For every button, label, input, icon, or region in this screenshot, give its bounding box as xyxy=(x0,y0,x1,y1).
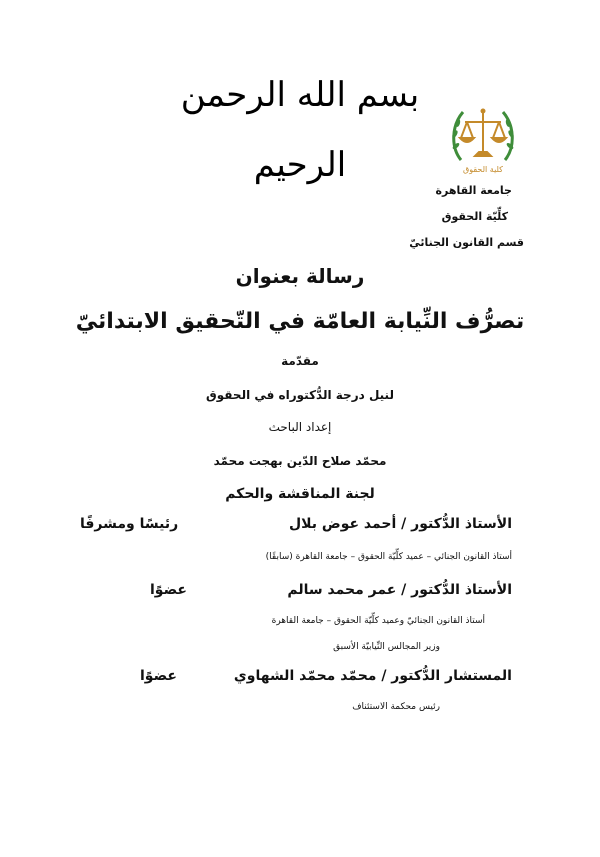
department-name: قسم القانون الجنائيّ xyxy=(409,236,524,249)
member-name: الأستاذ الدُّكتور / عمر محمد سالم xyxy=(287,582,512,598)
researcher-name: محمّد صلاح الدّين بهجت محمّد xyxy=(213,454,387,468)
member-description: وزير المجالس النِّيابيّة الأسبق xyxy=(333,642,440,652)
member-role: عضوًا xyxy=(150,582,187,598)
logo-caption: كلية الحقوق xyxy=(463,165,503,174)
basmala-calligraphy: بسم الله الرحمن الرحيم xyxy=(180,75,420,185)
faculty-name: كلِّيّة الحقوق xyxy=(441,210,508,223)
member-name: المستشار الدُّكتور / محمّد محمّد الشهاوي xyxy=(233,668,512,684)
committee-title: لجنة المناقشة والحكم xyxy=(225,486,375,502)
scales-of-justice-icon xyxy=(447,98,519,178)
member-name: الأستاذ الدُّكتور / أحمد عوض بلال xyxy=(288,516,512,532)
member-description: رئيس محكمة الاستئناف xyxy=(352,702,440,712)
prepared-by-label: إعداد الباحث xyxy=(268,420,332,434)
presented-label: مقدّمة xyxy=(281,354,319,368)
member-role: عضوًا xyxy=(140,668,177,684)
member-role: رئيسًا ومشرفًا xyxy=(80,516,179,532)
member-description: أستاذ القانون الجنائيّ وعميد كلِّيّة الحقوق – جامعة القاهرة xyxy=(271,616,485,626)
member-description: أستاذ القانون الجنائي – عميد كلِّيّة الحقوق – جامعة القاهرة (سابقًا) xyxy=(265,552,512,562)
thesis-title: تصرُّف النِّيابة العامّة في التّحقيق الابتدائيّ xyxy=(75,309,525,334)
degree-line: لنيل درجة الدُّكتوراه في الحقوق xyxy=(206,388,394,402)
university-name: جامعة القاهرة xyxy=(435,184,512,197)
title-label: رسالة بعنوان xyxy=(235,264,365,288)
